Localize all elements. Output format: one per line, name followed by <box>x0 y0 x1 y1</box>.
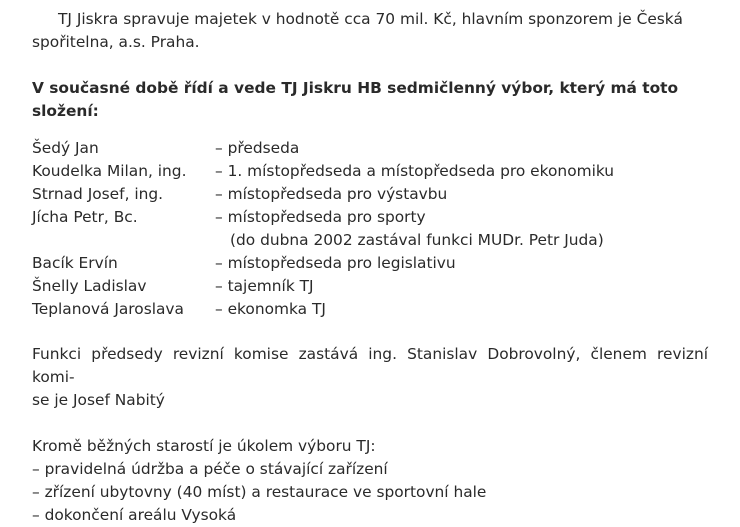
member-name: Šedý Jan <box>32 139 99 157</box>
revision-line-1: Funkci předsedy revizní komise zastává ing. Stanislav Dobrovolný, členem revizní komi- <box>32 345 708 386</box>
intro-line-2: spořitelna, a.s. Praha. <box>32 33 200 51</box>
member-role: – místopředseda pro sporty <box>215 208 426 226</box>
task-list-item: – pravidelná údržba a péče o stávající zařízení <box>32 460 388 478</box>
member-row <box>32 183 708 206</box>
committee-members-list <box>32 137 708 321</box>
intro-paragraph <box>32 8 708 54</box>
member-role: – místopředseda pro výstavbu <box>215 185 448 203</box>
revision-commission-paragraph <box>32 343 708 412</box>
tasks-intro: Kromě běžných starostí je úkolem výboru TJ: <box>32 437 376 455</box>
member-row <box>32 160 708 183</box>
member-role: – ekonomka TJ <box>215 300 326 318</box>
member-role: – místopředseda pro legislativu <box>215 254 456 272</box>
revision-line-2: se je Josef Nabitý <box>32 391 165 409</box>
member-role: – tajemník TJ <box>215 277 314 295</box>
tasks-section <box>32 435 708 527</box>
member-name: Bacík Ervín <box>32 254 118 272</box>
member-row <box>32 137 708 160</box>
member-name: Strnad Josef, ing. <box>32 185 164 203</box>
committee-heading-line-1: V současné době řídí a vede TJ Jiskru HB sedmičlenný výbor, který má toto <box>32 79 679 97</box>
member-name: Koudelka Milan, ing. <box>32 162 187 180</box>
member-row <box>32 275 708 298</box>
member-name: Teplanová Jaroslava <box>32 300 184 318</box>
member-role: – předseda <box>215 139 300 157</box>
task-list-item: – dokončení areálu Vysoká <box>32 506 237 524</box>
task-list-item: – zřízení ubytovny (40 míst) a restaurace ve sportovní hale <box>32 483 487 501</box>
member-note: (do dubna 2002 zastával funkci MUDr. Petr Juda) <box>230 231 604 249</box>
member-row <box>32 252 708 275</box>
committee-heading-line-2: složení: <box>32 102 99 120</box>
document-page <box>32 8 708 527</box>
member-row <box>32 206 708 229</box>
intro-line-1: TJ Jiskra spravuje majetek v hodnotě cca 70 mil. Kč, hlavním sponzorem je Česká <box>58 10 683 28</box>
member-row <box>32 298 708 321</box>
member-name: Šnelly Ladislav <box>32 277 147 295</box>
committee-heading <box>32 77 708 123</box>
member-role: – 1. místopředseda a místopředseda pro ekonomiku <box>215 162 615 180</box>
member-name: Jícha Petr, Bc. <box>32 208 138 226</box>
